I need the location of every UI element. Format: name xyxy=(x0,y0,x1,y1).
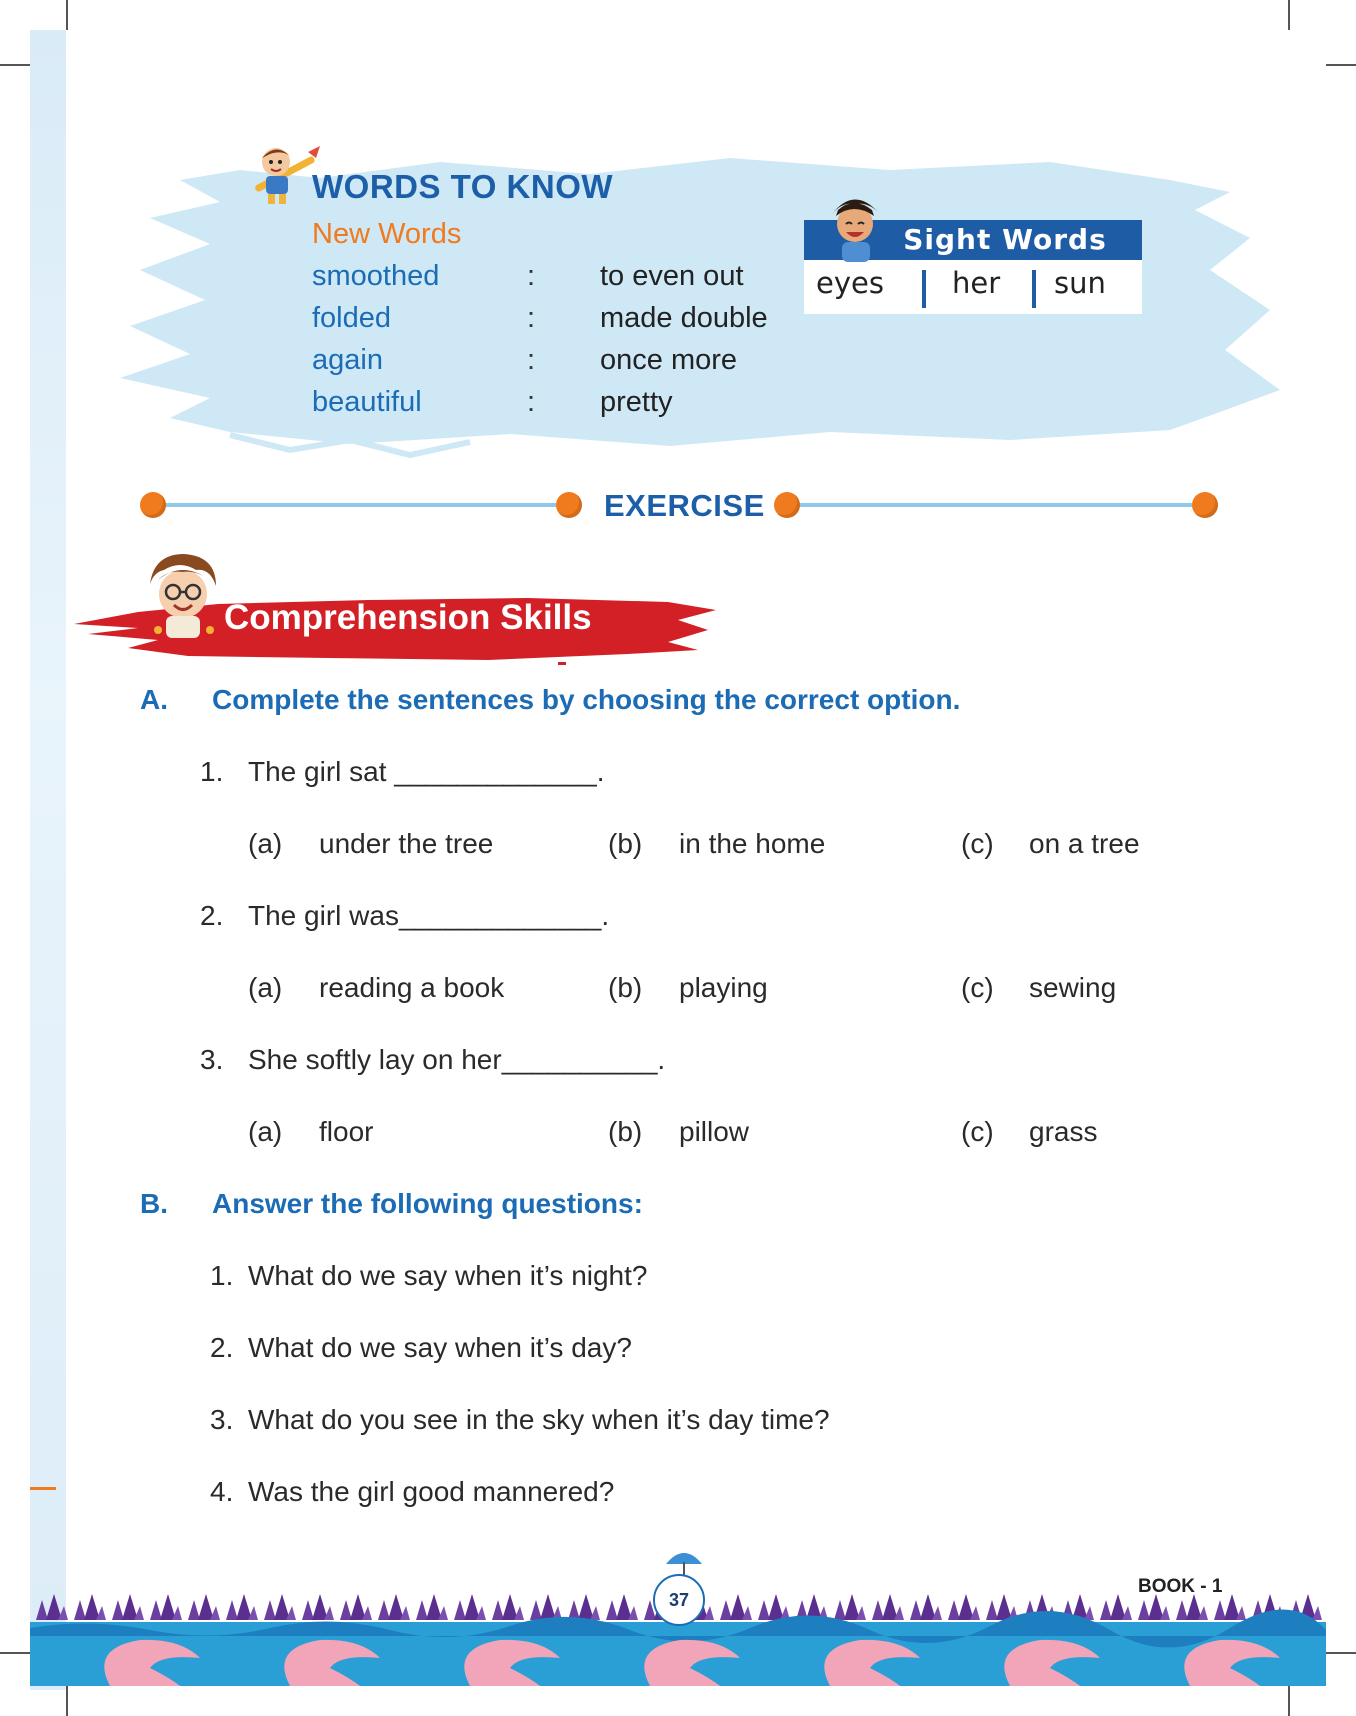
question-number: 1. xyxy=(210,1260,234,1291)
crop-mark xyxy=(1288,0,1290,30)
crop-mark xyxy=(66,0,68,30)
option-text: pillow xyxy=(679,1116,750,1147)
vocab-word: smoothed xyxy=(312,260,440,292)
option-text: on a tree xyxy=(1029,828,1140,859)
exercise-divider-line xyxy=(794,503,1192,507)
question-number: 1. xyxy=(200,756,224,787)
crop-mark xyxy=(0,64,30,66)
question-number: 3. xyxy=(200,1044,224,1075)
question-text: Was the girl good mannered? xyxy=(248,1476,615,1507)
exercise-divider-line xyxy=(158,503,556,507)
crop-mark xyxy=(0,1652,30,1654)
question-number: 2. xyxy=(210,1332,234,1363)
boy-with-glasses-icon xyxy=(140,550,224,640)
vocab-word: folded xyxy=(312,302,392,334)
vocab-colon: : xyxy=(527,344,536,376)
question-text: The girl sat _____________. xyxy=(248,756,605,787)
question-number: 3. xyxy=(210,1404,234,1435)
side-orange-tick xyxy=(30,1487,56,1490)
vocab-row xyxy=(312,344,792,384)
vocab-meaning: to even out xyxy=(600,260,744,292)
vocab-row xyxy=(312,386,792,426)
section-b-letter: B. xyxy=(140,1188,168,1219)
option-text: grass xyxy=(1029,1116,1098,1147)
vocab-meaning: once more xyxy=(600,344,738,376)
option-text: in the home xyxy=(679,828,826,859)
vocab-word: again xyxy=(312,344,383,376)
crop-mark xyxy=(66,1686,68,1716)
new-words-heading: New Words xyxy=(312,218,462,250)
page-number: 37 xyxy=(653,1574,705,1626)
question-text: She softly lay on her__________. xyxy=(248,1044,666,1075)
exercise-title: EXERCISE xyxy=(604,488,765,523)
option-text: floor xyxy=(319,1116,374,1147)
orange-dot xyxy=(774,492,800,518)
vocab-colon: : xyxy=(527,260,536,292)
option-label: (c) xyxy=(961,828,994,859)
vocab-row xyxy=(312,260,792,300)
option-label: (a) xyxy=(248,828,283,859)
umbrella-icon xyxy=(662,1546,706,1578)
comprehension-skills-title: Comprehension Skills xyxy=(224,598,592,637)
question-text: The girl was_____________. xyxy=(248,900,610,931)
orange-dot xyxy=(1192,492,1218,518)
option-text: under the tree xyxy=(319,828,494,859)
option-label: (c) xyxy=(961,972,994,1003)
vocab-meaning: pretty xyxy=(600,386,673,418)
vocab-row xyxy=(312,302,792,342)
sight-word-divider xyxy=(1032,270,1036,308)
option-label: (b) xyxy=(608,1116,643,1147)
option-text: reading a book xyxy=(319,972,505,1003)
crop-mark xyxy=(1326,64,1356,66)
crop-mark xyxy=(1326,1652,1356,1654)
option-label: (c) xyxy=(961,1116,994,1147)
section-a-instruction: Complete the sentences by choosing the correct option. xyxy=(212,684,961,715)
words-to-know-title: WORDS TO KNOW xyxy=(312,168,614,205)
sight-word: eyes xyxy=(816,266,884,300)
question-text: What do you see in the sky when it’s day time? xyxy=(248,1404,830,1435)
option-text: playing xyxy=(679,972,768,1003)
question-text: What do we say when it’s night? xyxy=(248,1260,648,1291)
option-label: (b) xyxy=(608,972,643,1003)
page-side-strip xyxy=(30,30,66,1690)
vocab-colon: : xyxy=(527,302,536,334)
question-text: What do we say when it’s day? xyxy=(248,1332,632,1363)
option-label: (b) xyxy=(608,828,643,859)
question-number: 2. xyxy=(200,900,224,931)
boy-with-pencil-icon xyxy=(246,140,322,206)
vocab-word: beautiful xyxy=(312,386,422,418)
book-label: BOOK - 1 xyxy=(1138,1576,1223,1597)
section-a-letter: A. xyxy=(140,684,168,715)
orange-dot xyxy=(556,492,582,518)
orange-dot xyxy=(140,492,166,518)
option-label: (a) xyxy=(248,1116,283,1147)
section-b-instruction: Answer the following questions: xyxy=(212,1188,643,1219)
smiling-boy-icon xyxy=(824,190,886,262)
sight-words-title: Sight Words xyxy=(903,223,1107,256)
crop-mark xyxy=(1288,1686,1290,1716)
question-number: 4. xyxy=(210,1476,234,1507)
sight-word: sun xyxy=(1054,266,1106,300)
sight-word-divider xyxy=(922,270,926,308)
vocab-colon: : xyxy=(527,386,536,418)
option-label: (a) xyxy=(248,972,283,1003)
sight-word: her xyxy=(952,266,1001,300)
vocab-meaning: made double xyxy=(600,302,768,334)
option-text: sewing xyxy=(1029,972,1117,1003)
